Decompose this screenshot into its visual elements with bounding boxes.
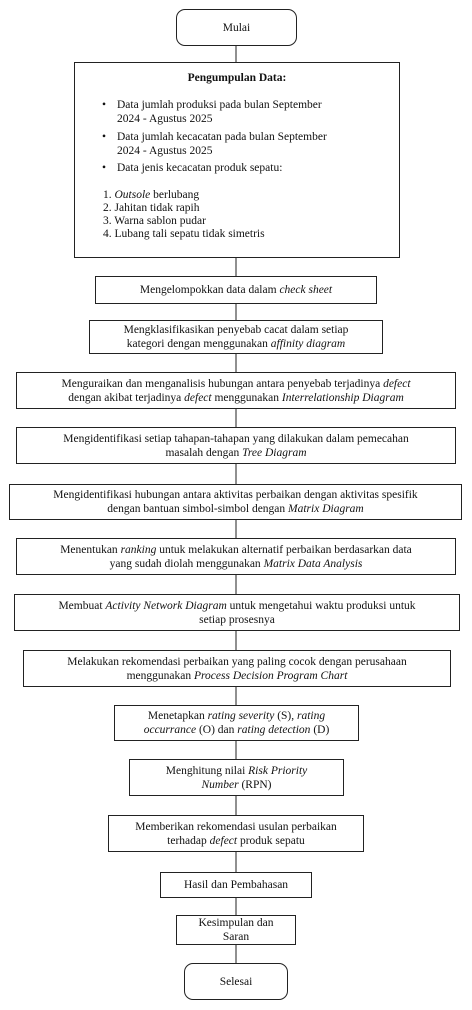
step-text: yang sudah diolah menggunakan	[109, 557, 264, 570]
italic-term: affinity diagram	[270, 338, 346, 350]
step-text: setiap prosesnya	[199, 613, 275, 626]
step-text: Membuat	[58, 599, 106, 612]
data-collection-title: Pengumpulan Data:	[187, 72, 287, 84]
step-text: menggunakan	[126, 669, 194, 682]
step-text-line	[127, 337, 345, 351]
step-text-line	[148, 709, 325, 723]
step-text: Mengidentifikasi setiap tahapan-tahapan yang dilakukan dalam pemecahan	[63, 432, 409, 445]
italic-term: defect	[184, 391, 212, 404]
step-text-line	[61, 377, 410, 391]
step-interrelationship-diagram	[16, 372, 456, 409]
step-text: (S),	[274, 710, 298, 722]
italic-term: Process Decision Program Chart	[193, 669, 348, 682]
step-text: untuk melakukan alternatif perbaikan berdasarkan data	[156, 543, 412, 556]
step-text-line	[199, 613, 275, 627]
step-text: terhadap	[167, 834, 210, 847]
italic-term: rating	[297, 710, 326, 722]
step-activity-network-diagram	[14, 594, 460, 631]
bullet-item: • Data jenis kecacatan produk sepatu:	[117, 162, 387, 176]
step-text: (RPN)	[238, 778, 272, 791]
step-affinity-diagram	[89, 320, 383, 354]
italic-term: rating severity	[207, 710, 275, 722]
end-label: Selesai	[219, 975, 253, 988]
step-text-line	[135, 820, 337, 834]
step-text-line	[165, 446, 306, 460]
italic-term: defect	[209, 834, 238, 847]
step-text: kategori dengan menggunakan	[126, 338, 271, 350]
italic-term: rating detection	[237, 724, 311, 736]
step-text-line	[68, 391, 404, 405]
italic-term: Interrelationship Diagram	[281, 391, 404, 404]
italic-term: Matrix Diagram	[288, 503, 364, 515]
step-text: Menetapkan	[147, 710, 208, 722]
step-check-sheet	[95, 276, 377, 304]
bullet-item: • Data jumlah kecacatan pada bulan September 2024 - Agustus 2025	[117, 131, 387, 158]
italic-term: Activity Network Diagram	[105, 599, 227, 612]
step-text: Mengelompokkan data dalam	[139, 284, 280, 296]
italic-term: ranking	[120, 543, 157, 556]
data-collection-box	[74, 62, 400, 258]
step-rpn	[129, 759, 344, 796]
step-tree-diagram	[16, 427, 456, 464]
step-text: Kesimpulan dan	[198, 917, 274, 929]
step-text: (O) dan	[196, 724, 238, 736]
step-text-line	[58, 599, 415, 613]
step-text-line	[144, 723, 330, 737]
step-matrix-diagram	[9, 484, 462, 520]
step-conclusion	[176, 915, 296, 945]
italic-term: check sheet	[279, 284, 333, 296]
defect-item: 1. Outsole berlubang	[103, 189, 200, 201]
start-label: Mulai	[222, 21, 251, 34]
step-text: produk sepatu	[237, 834, 305, 847]
italic-term: occurrance	[143, 724, 197, 736]
step-text: Memberikan rekomendasi usulan perbaikan	[135, 820, 337, 833]
step-text-line	[202, 778, 272, 792]
step-pdpc	[23, 650, 451, 687]
italic-term: Number	[201, 778, 239, 791]
step-text-line	[67, 655, 406, 669]
step-text: dengan akibat terjadinya	[68, 391, 185, 404]
defect-item: 3. Warna sablon pudar	[103, 215, 206, 227]
step-text: Menguraikan dan menganalisis hubungan antara penyebab terjadinya	[61, 377, 384, 390]
step-text: Menghitung nilai	[165, 764, 249, 777]
end-terminal	[184, 963, 288, 1000]
italic-term: Matrix Data Analysis	[263, 557, 363, 570]
step-text-line	[63, 432, 409, 446]
step-text: untuk mengetahui waktu produksi untuk	[226, 599, 416, 612]
step-text-line	[53, 488, 417, 502]
italic-term: defect	[383, 377, 411, 390]
step-text: dengan bantuan simbol-simbol dengan	[107, 503, 289, 515]
step-rating	[114, 705, 359, 741]
step-text: menggunakan	[211, 391, 282, 404]
step-text: masalah dengan	[165, 446, 243, 459]
step-text: Hasil dan Pembahasan	[183, 879, 289, 891]
step-text-line	[167, 834, 305, 848]
step-recommendation	[108, 815, 364, 852]
step-text: Melakukan rekomendasi perbaikan yang paling cocok dengan perusahaan	[67, 655, 407, 668]
start-terminal	[176, 9, 297, 46]
step-text-line	[198, 916, 273, 930]
step-text-line	[107, 502, 364, 516]
step-matrix-data-analysis	[16, 538, 456, 575]
italic-term: Risk Priority	[248, 764, 308, 777]
step-text: Mengklasifikasikan penyebab cacat dalam setiap	[123, 324, 349, 336]
step-text-line	[60, 543, 412, 557]
step-text-line	[127, 669, 348, 683]
step-text-line	[223, 930, 249, 944]
italic-term: Tree Diagram	[242, 446, 307, 459]
step-text-line	[166, 764, 308, 778]
step-text-line	[140, 283, 332, 297]
step-text: (D)	[310, 724, 330, 736]
defect-item: 2. Jahitan tidak rapih	[103, 202, 200, 214]
step-text-line	[110, 557, 363, 571]
step-results	[160, 872, 312, 898]
step-text: Mengidentifikasi hubungan antara aktivitas perbaikan dengan aktivitas spesifik	[53, 489, 418, 501]
step-text-line	[184, 878, 288, 892]
step-text: Menentukan	[60, 543, 121, 556]
bullet-item: • Data jumlah produksi pada bulan September 2024 - Agustus 2025	[117, 99, 387, 126]
defect-item: 4. Lubang tali sepatu tidak simetris	[103, 228, 265, 240]
step-text: Saran	[222, 931, 250, 943]
step-text-line	[124, 323, 349, 337]
